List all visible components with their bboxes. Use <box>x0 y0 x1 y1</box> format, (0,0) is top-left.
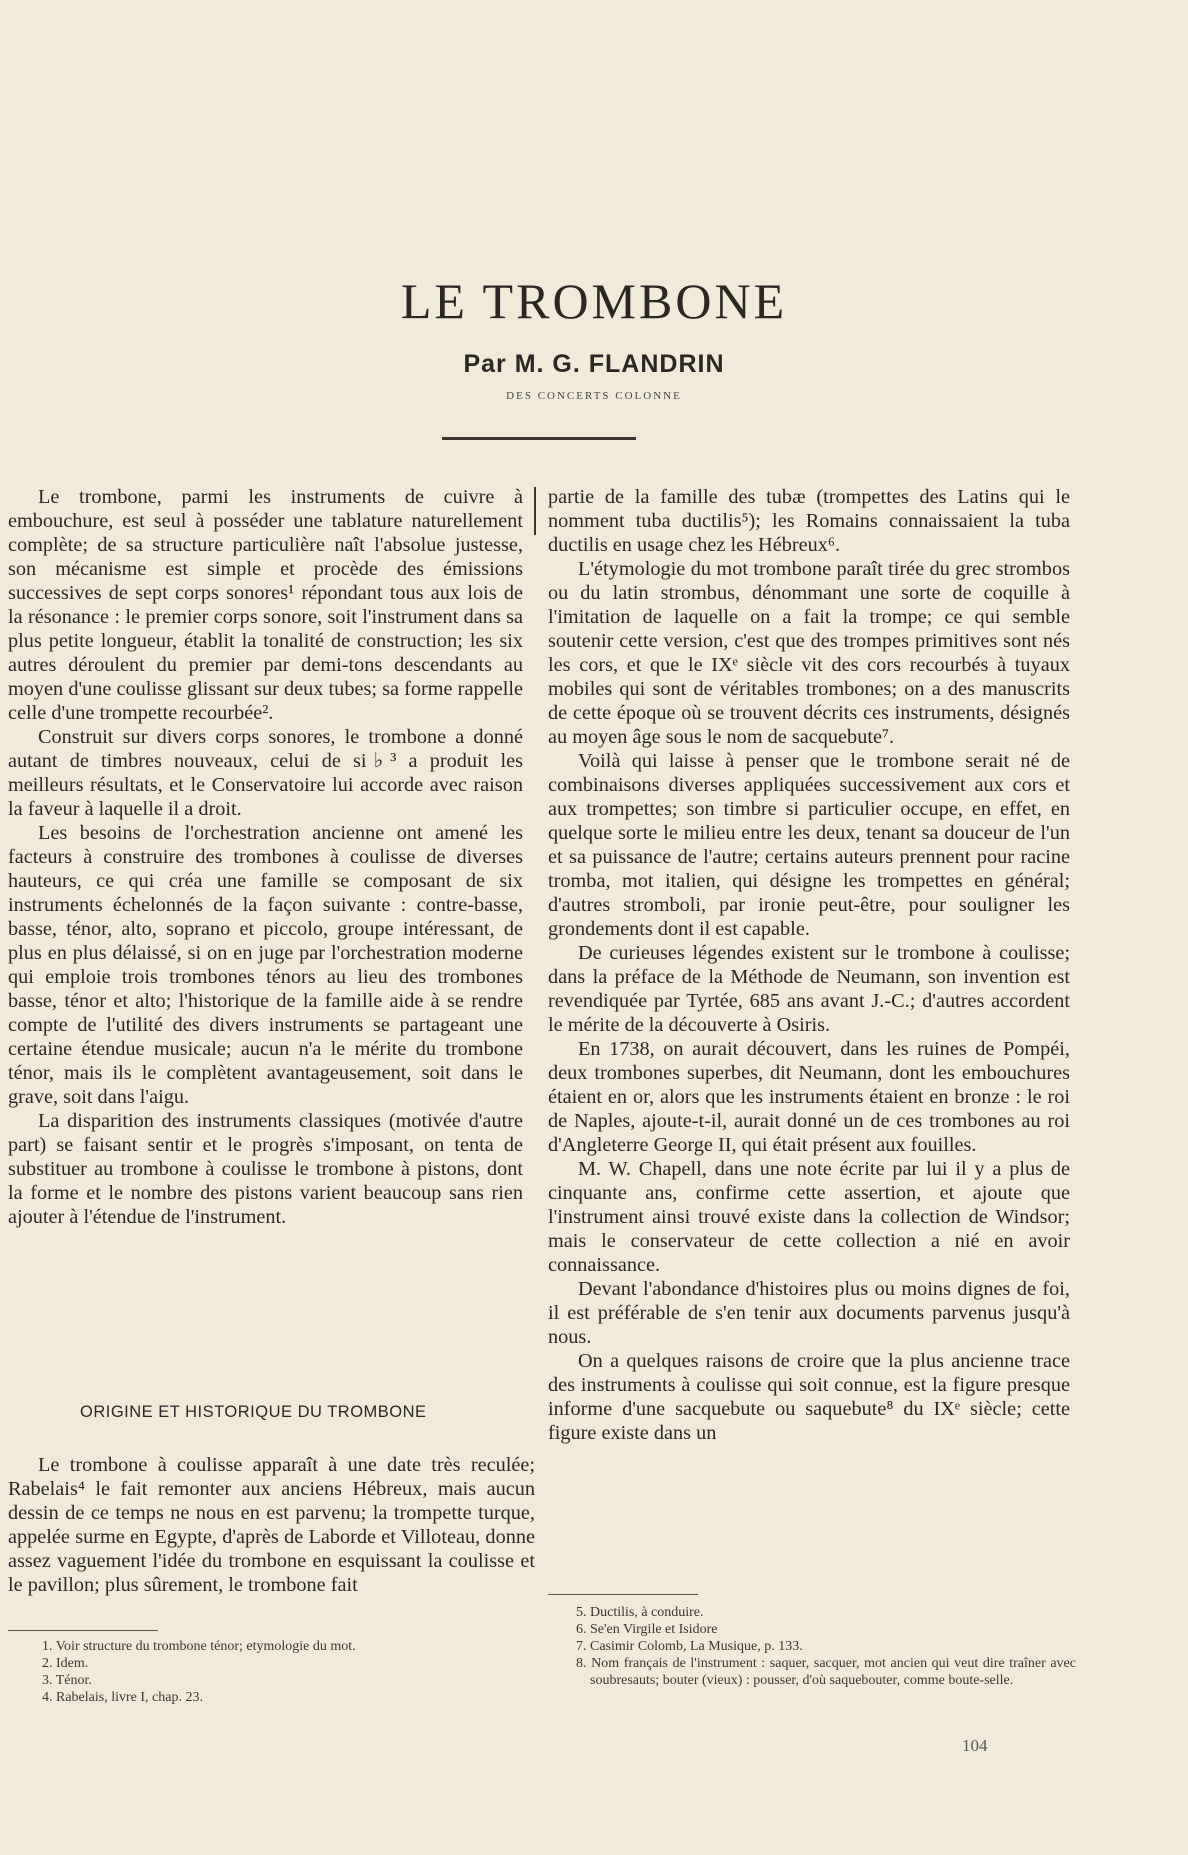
section-heading: ORIGINE ET HISTORIQUE DU TROMBONE <box>80 1403 427 1421</box>
page-number: 104 <box>962 1736 988 1755</box>
paragraph: On a quelques raisons de croire que la plus ancienne trace des instruments à coulisse qui soit connue, est la figure presque informe d'une sacquebute ou saquebute⁸ du IXᵉ siècle; cette figure existe dans un <box>548 1350 1070 1444</box>
footnote: 3. Ténor. <box>42 1673 92 1688</box>
author-line: Par M. G. FLANDRIN <box>463 350 725 378</box>
left-column-section <box>8 1453 535 1597</box>
paragraph: Voilà qui laisse à penser que le trombone serait né de combinaisons diverses appliquées successivement aux cors et aux trompettes; son timbre si particulier occupe, en effet, en quelque sorte le milieu entre les deux, tenant sa douceur de l'un et sa puissance de l'autre; certains auteurs prennent pour racine tromba, mot italien, qui désigne les trompettes en général; d'autres stromboli, par ironie peut-être, pour souligner les grondements dont il est capable. <box>548 750 1070 940</box>
paragraph: Devant l'abondance d'histoires plus ou moins dignes de foi, il est préférable de s'en tenir aux documents parvenus jusqu'à nous. <box>548 1278 1070 1348</box>
title-rule <box>442 437 636 440</box>
paragraph: L'étymologie du mot trombone paraît tirée du grec strombos ou du latin strombus, dénommant une sorte de coquille à l'imitation de laquelle on a fait la trompe; ce qui semble soutenir cette version, c'est que des trompes primitives sont nés les cors, et que le IXᵉ siècle vit des cors recourbés à tuyaux mobiles qui sont de véritables trombones; on a des manuscrits de cette époque où se trouvent décrits ces instruments, désignés au moyen âge sous le nom de sacquebute⁷. <box>548 558 1070 748</box>
footnotes-right <box>576 1604 1076 1689</box>
footnote-rule-left <box>8 1630 158 1631</box>
footnote: 5. Ductilis, à conduire. <box>576 1605 704 1620</box>
paragraph: De curieuses légendes existent sur le trombone à coulisse; dans la préface de la Méthode de Neumann, son invention est revendiquée par Tyrtée, 685 ans avant J.-C.; d'autres accordent le mérite de la découverte à Osiris. <box>548 942 1070 1036</box>
paragraph: La disparition des instruments classiques (motivée d'autre part) se faisant sentir et le progrès s'imposant, on tenta de substituer au trombone à coulisse le trombone à pistons, dont la forme et le nombre des pistons varient beaucoup sans rien ajouter à l'étendue de l'instrument. <box>8 1110 523 1228</box>
paragraph: M. W. Chapell, dans une note écrite par lui il y a plus de cinquante ans, confirme cette assertion, et ajoute que l'instrument ainsi trouvé existe dans la collection de Windsor; mais le conservateur de cette collection a nié en avoir connaissance. <box>548 1158 1070 1276</box>
footnote: 2. Idem. <box>42 1656 89 1671</box>
footnote: 1. Voir structure du trombone ténor; etymologie du mot. <box>42 1639 356 1654</box>
article-title: LE TROMBONE <box>400 273 788 329</box>
paragraph: En 1738, on aurait découvert, dans les ruines de Pompéi, deux trombones superbes, dit Neumann, dont les embouchures étaient en or, alors que les instruments étaient en bronze : le roi de Naples, ajoute-t-il, aurait donné un de ces trombones au roi d'Angleterre George II, qui était présent aux fouilles. <box>548 1038 1070 1156</box>
paragraph: Le trombone, parmi les instruments de cuivre à embouchure, est seul à posséder une tablature naturellement complète; de sa structure particulière naît l'absolue justesse, son mécanisme est simple et procède des émissions successives de sept corps sonores¹ répondant tous aux lois de la résonance : le premier corps sonore, soit l'instrument dans sa plus petite longueur, établit la tonalité de construction; les six autres déroulent du premier par demi-tons descendants au moyen d'une coulisse glissant sur deux tubes; sa forme rappelle celle d'une trompette recourbée². <box>8 486 523 724</box>
footnote: 8. Nom français de l'instrument : saquer, sacquer, mot ancien qui veut dire traîner avec soubresauts; bouter (vieux) : pousser, d'où saquebouter, comme boute-selle. <box>576 1656 1076 1688</box>
left-column <box>8 485 523 1229</box>
footnote: 6. Se'en Virgile et Isidore <box>576 1622 718 1637</box>
footnote: 7. Casimir Colomb, La Musique, p. 133. <box>576 1639 803 1654</box>
right-column <box>548 485 1070 1445</box>
paragraph: Le trombone à coulisse apparaît à une date très reculée; Rabelais⁴ le fait remonter aux anciens Hébreux, mais aucun dessin de ce temps ne nous en est parvenu; la trompette turque, appelée surme en Egypte, d'après de Laborde et Villoteau, donne assez vaguement l'idée du trombone en esquissant la coulisse et le pavillon; plus sûrement, le trombone fait <box>8 1454 535 1596</box>
paragraph: Les besoins de l'orchestration ancienne ont amené les facteurs à construire des trombones à coulisse de diverses hauteurs, ce qui créa une famille se composant de six instruments échelonnés de la façon suivante : contre-basse, basse, ténor, alto, soprano et piccolo, groupe intéressant, de plus en plus délaissé, si on en juge par l'orchestration moderne qui emploie trois trombones ténors au lieu des trombones basse, ténor et alto; l'historique de la famille aide à se rendre compte de l'utilité des divers instruments se partageant une certaine étendue musicale; aucun n'a le mérite du trombone ténor, mais ils le complètent avantageusement, soit dans le grave, soit dans l'aigu. <box>8 822 523 1108</box>
paragraph: Construit sur divers corps sonores, le trombone a donné autant de timbres nouveaux, celui de si♭³ a produit les meilleurs résultats, et le Conservatoire lui accorde avec raison la faveur à laquelle il a droit. <box>8 726 523 820</box>
column-separator <box>534 487 536 535</box>
affiliation: DES CONCERTS COLONNE <box>506 390 682 402</box>
footnote-rule-right <box>548 1594 698 1595</box>
footnotes-left <box>42 1638 512 1706</box>
paragraph: partie de la famille des tubæ (trompettes des Latins qui le nomment tuba ductilis⁵); les Romains connaissaient la tuba ductilis en usage chez les Hébreux⁶. <box>548 486 1070 556</box>
footnote: 4. Rabelais, livre I, chap. 23. <box>42 1690 203 1705</box>
